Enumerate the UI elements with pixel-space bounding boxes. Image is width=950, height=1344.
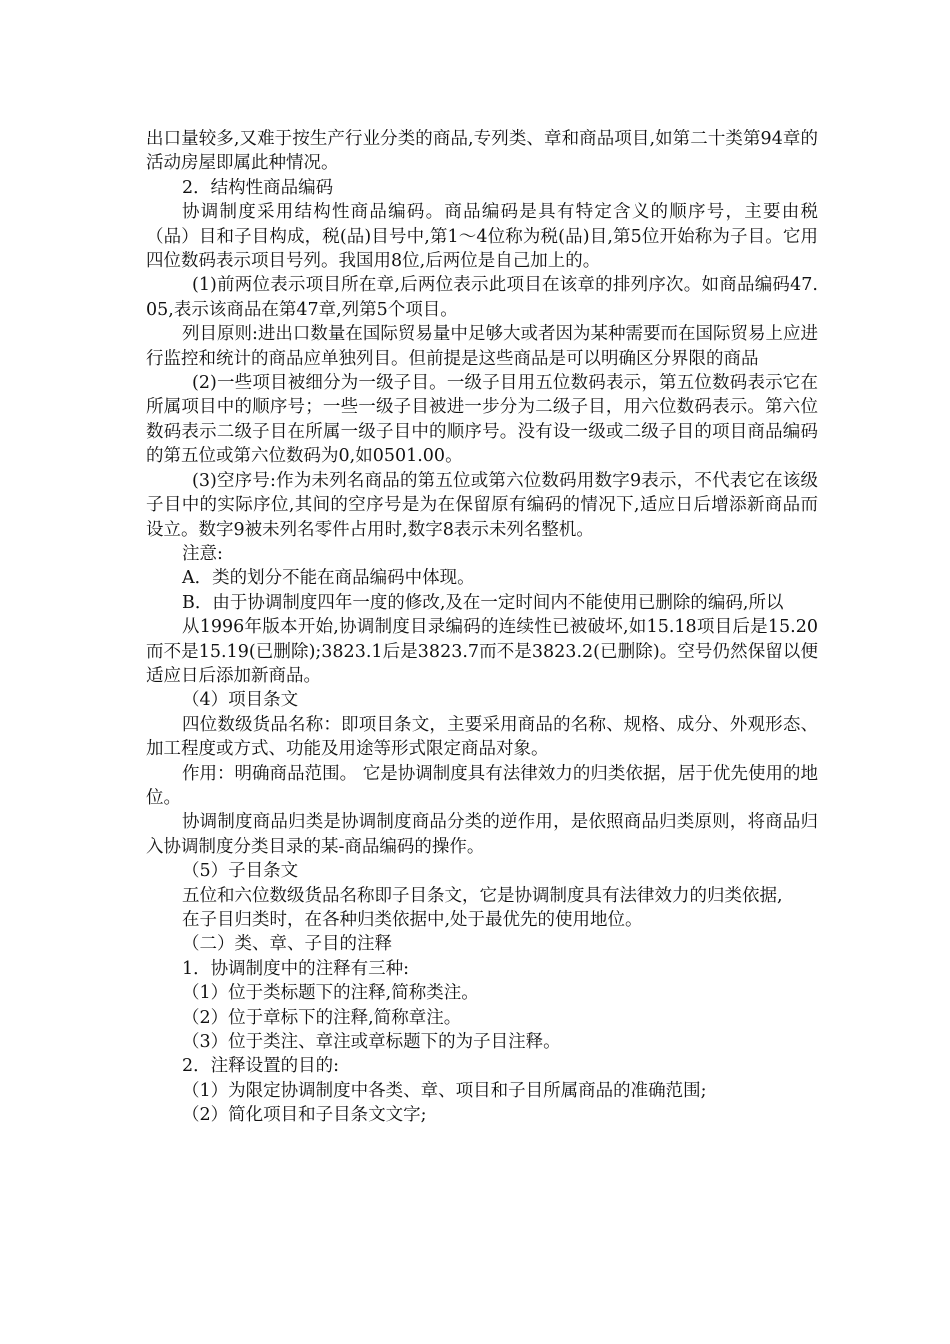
section-heading: （4）项目条文 bbox=[182, 690, 299, 711]
paragraph: 作用：明确商品范围。 它是协调制度具有法律效力的归类依据，居于优先使用的地位。 bbox=[146, 763, 818, 808]
list-item: （2）简化项目和子目条文文字; bbox=[182, 1105, 427, 1126]
paragraph: 列目原则:进出口数量在国际贸易量中足够大或者因为某种需要而在国际贸易上应进行监控和统计的商品应单独列目。但前提是这些商品是可以明确区分界限的商品 bbox=[146, 324, 818, 369]
list-item: （1）位于类标题下的注释,简称类注。 bbox=[182, 983, 479, 1004]
paragraph: A．类的划分不能在商品编码中体现。 bbox=[182, 568, 475, 589]
paragraph: 四位数级货品名称：即项目条文，主要采用商品的名称、规格、成分、外观形态、加工程度或方式、功能及用途等形式限定商品对象。 bbox=[146, 714, 818, 760]
paragraph: 协调制度采用结构性商品编码。商品编码是具有特定含义的顺序号，主要由税（品）目和子目构成，税(品)目号中,第1～4位称为税(品)目,第5位开始称为子目。它用四位数码表示项目号列。我国用8位,后两位是自己加上的。 bbox=[146, 202, 818, 272]
paragraph: 在子目归类时，在各种归类依据中,处于最优先的使用地位。 bbox=[182, 910, 643, 930]
paragraph: 注意: bbox=[182, 543, 223, 564]
paragraph: B．由于协调制度四年一度的修改,及在一定时间内不能使用已删除的编码,所以 bbox=[182, 592, 784, 613]
section-heading: 2．结构性商品编码 bbox=[182, 177, 334, 198]
section-heading: （5）子目条文 bbox=[182, 861, 299, 882]
paragraph: 协调制度商品归类是协调制度商品分类的逆作用，是依照商品归类原则，将商品归入协调制度分类目录的某-商品编码的操作。 bbox=[146, 812, 818, 857]
paragraph: 1．协调制度中的注释有三种: bbox=[182, 958, 410, 979]
paragraph: 五位和六位数级货品名称即子目条文，它是协调制度具有法律效力的归类依据, bbox=[182, 885, 783, 906]
paragraph: 2．注释设置的目的: bbox=[182, 1056, 340, 1077]
list-item: （1）为限定协调制度中各类、章、项目和子目所属商品的准确范围; bbox=[182, 1080, 707, 1101]
paragraph: (1)前两位表示项目所在章,后两位表示此项目在该章的排列序次。如商品编码47.05,表示该商品在第47章,列第5个项目。 bbox=[146, 275, 818, 320]
section-heading: （二）类、章、子目的注释 bbox=[182, 934, 392, 955]
paragraph: (2)一些项目被细分为一级子目。一级子目用五位数码表示，第五位数码表示它在所属项目中的顺序号；一些一级子目被进一步分为二级子目，用六位数码表示。第六位数码表示二级子目在所属一级子目中的顺序号。没有设一级或二级子目的项目商品编码的第五位或第六位数码为0,如0501.00。 bbox=[146, 373, 818, 467]
list-item: （3）位于类注、章注或章标题下的为子目注释。 bbox=[182, 1032, 561, 1053]
paragraph: 出口量较多,又难于按生产行业分类的商品,专列类、章和商品项目,如第二十类第94章的活动房屋即属此种情况。 bbox=[146, 129, 818, 174]
list-item: （2）位于章标下的注释,简称章注。 bbox=[182, 1007, 462, 1028]
document-body bbox=[146, 127, 818, 1128]
paragraph: (3)空序号:作为未列名商品的第五位或第六位数码用数字9表示，不代表它在该级子目中的实际序位,其间的空序号是为在保留原有编码的情况下,适应日后增添新商品而设立。数字9被未列名零件占用时,数字8表示未列名整机。 bbox=[146, 470, 818, 540]
paragraph: 从1996年版本开始,协调制度目录编码的连续性已被破坏,如15.18项目后是15.20而不是15.19(已删除);3823.1后是3823.7而不是3823.2(已删除)。空号仍然保留以便适应日后添加新商品。 bbox=[146, 617, 818, 686]
